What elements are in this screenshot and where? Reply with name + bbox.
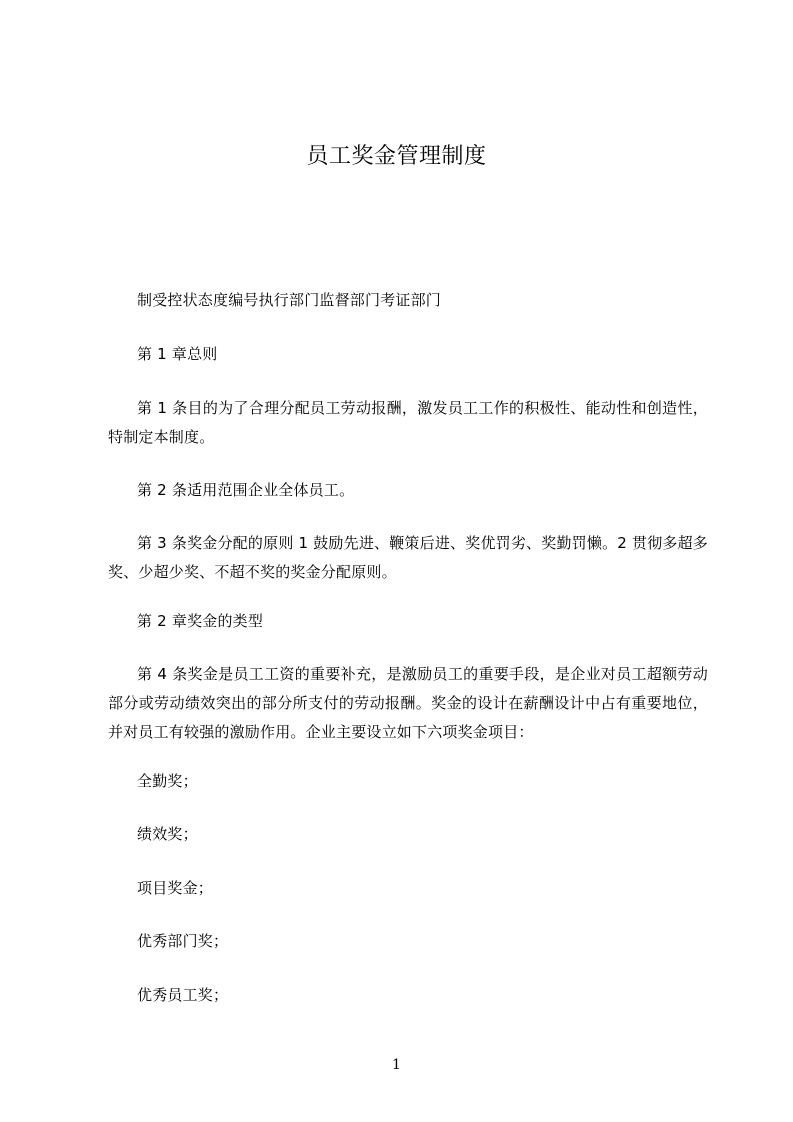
page-number: 1 [392, 1057, 401, 1073]
list-item-department-award: 优秀部门奖； [137, 932, 229, 950]
paragraph-article-1: 第 1 条目的为了合理分配员工劳动报酬，激发员工工作的积极性、能动性和创造性，特制定本制度。 [108, 399, 708, 446]
list-item-performance-award: 绩效奖； [137, 825, 198, 843]
list-item-project-bonus: 项目奖金； [137, 879, 214, 897]
paragraph-chapter-2: 第 2 章奖金的类型 [137, 612, 264, 630]
paragraph-article-4: 第 4 条奖金是员工工资的重要补充，是激励员工的重要手段，是企业对员工超额劳动部分或劳动绩效突出的部分所支付的劳动报酬。奖金的设计在薪酬设计中占有重要地位，并对员工有较强的激励作用。企业主要设立如下六项奖金项目： [108, 665, 708, 741]
list-item-employee-award: 优秀员工奖； [137, 986, 229, 1004]
document-title: 员工奖金管理制度 [306, 144, 487, 169]
paragraph-control-header: 制受控状态度编号执行部门监督部门考证部门 [137, 291, 442, 309]
paragraph-chapter-1: 第 1 章总则 [137, 345, 218, 363]
paragraph-article-3: 第 3 条奖金分配的原则 1 鼓励先进、鞭策后进、奖优罚劣、奖勤罚懒。2 贯彻多超多奖、少超少奖、不超不奖的奖金分配原则。 [108, 534, 708, 581]
paragraph-article-2: 第 2 条适用范围企业全体员工。 [137, 481, 355, 499]
list-item-attendance-award: 全勤奖； [137, 772, 198, 790]
